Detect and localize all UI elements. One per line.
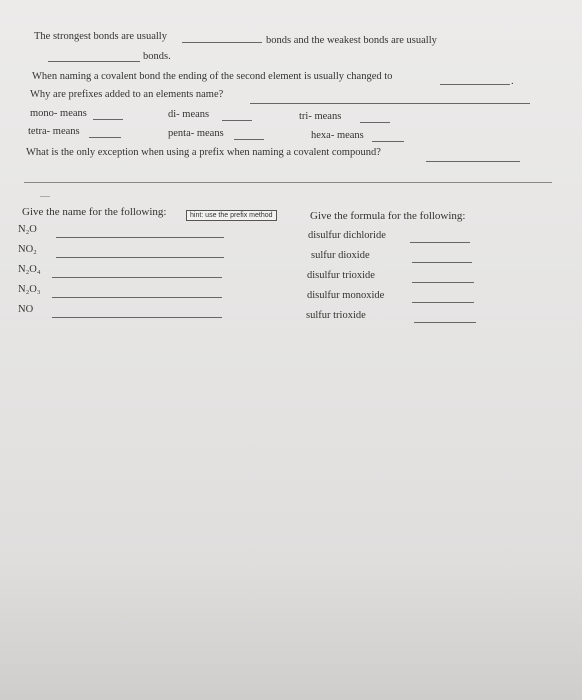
q2-text: When naming a covalent bond the ending of the second element is usually changed to [32,71,393,82]
q2-period: . [511,76,514,87]
q4-text: What is the only exception when using a prefix when naming a covalent compound? [26,147,381,158]
formula-item-2: sulfur dioxide [311,250,370,261]
q1-text-b: bonds and the weakest bonds are usually [266,35,437,46]
q1-blank-strongest[interactable] [182,42,262,43]
prefix-tetra-blank[interactable] [89,137,121,138]
naming-blank-1[interactable] [56,237,224,238]
naming-blank-3[interactable] [52,277,222,278]
prefix-penta-blank[interactable] [234,139,264,140]
formula-item-4: disulfur monoxide [307,290,385,301]
hint-box: hint: use the prefix method [186,210,277,221]
formula-heading: Give the formula for the following: [310,210,466,222]
formula-blank-5[interactable] [414,322,476,323]
prefix-hexa: hexa- means [311,130,364,141]
q1-blank-weakest[interactable] [48,61,140,62]
prefix-tri: tri- means [299,111,342,122]
prefix-tetra: tetra- means [28,126,80,137]
page-shadow [0,560,582,700]
naming-item-4: N₂O₃ [18,284,41,295]
naming-item-1: N₂O [18,224,37,235]
formula-blank-1[interactable] [410,242,470,243]
q1-text-c: bonds. [143,51,171,62]
q3-text: Why are prefixes added to an elements name? [30,89,224,100]
formula-item-3: disulfur trioxide [307,270,375,281]
q3-blank[interactable] [250,103,530,104]
prefix-mono: mono- means [30,108,87,119]
prefix-mono-blank[interactable] [93,119,123,120]
q1-text-a: The strongest bonds are usually [34,31,167,42]
naming-item-5: NO [18,304,34,315]
prefix-di: di- means [168,109,210,120]
prefix-hexa-blank[interactable] [372,141,404,142]
section-divider [24,182,552,183]
stray-mark [40,196,50,197]
formula-item-1: disulfur dichloride [308,230,386,241]
formula-blank-2[interactable] [412,262,472,263]
formula-blank-4[interactable] [412,302,474,303]
naming-blank-4[interactable] [52,297,222,298]
naming-blank-2[interactable] [56,257,224,258]
q4-blank[interactable] [426,161,520,162]
prefix-penta: penta- means [168,128,224,139]
prefix-di-blank[interactable] [222,120,252,121]
naming-item-3: N₂O₄ [18,264,41,275]
naming-heading: Give the name for the following: [22,206,167,218]
naming-blank-5[interactable] [52,317,222,318]
q2-blank[interactable] [440,84,510,85]
formula-blank-3[interactable] [412,282,474,283]
naming-item-2: NO₂ [18,244,37,255]
prefix-tri-blank[interactable] [360,122,390,123]
formula-item-5: sulfur trioxide [306,310,366,321]
